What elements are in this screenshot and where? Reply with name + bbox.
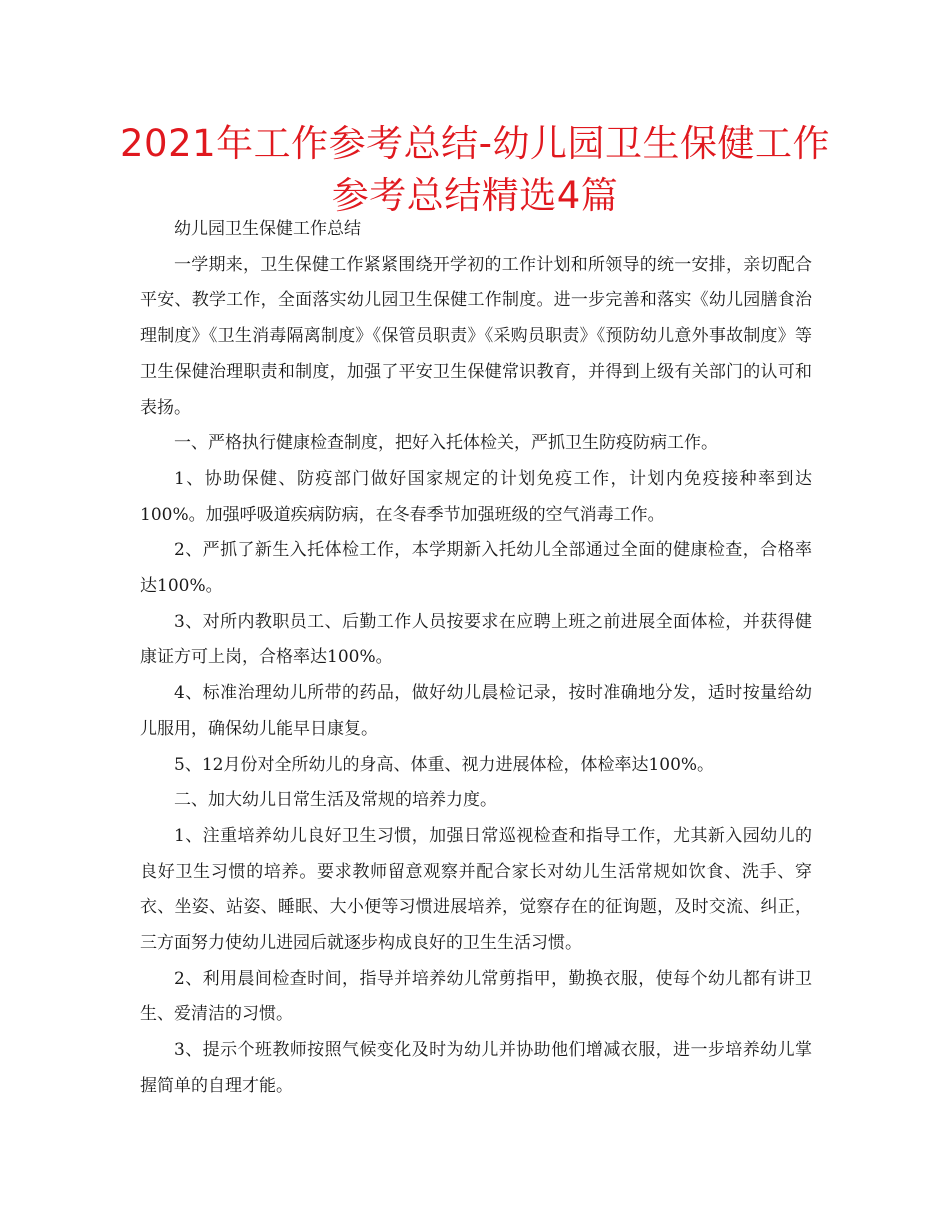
paragraph-item-2-2: 2、利用晨间检查时间，指导并培养幼儿常剪指甲，勤换衣服，使每个幼儿都有讲卫生、爱清洁的习惯。 [140,968,812,1025]
paragraph-item-1-3: 3、对所内教职员工、后勤工作人员按要求在应聘上班之前进展全面体检，并获得健康证方可上岗，合格率达100%。 [140,611,812,668]
paragraph-item-2-1: 1、注重培养幼儿良好卫生习惯，加强日常巡视检查和指导工作，尤其新入园幼儿的良好卫生习惯的培养。要求教师留意观察并配合家长对幼儿生活常规如饮食、洗手、穿衣、坐姿、站姿、睡眠、大小便等习惯进展培养，觉察存在的征询题，及时交流、纠正，三方面努力使幼儿进园后就逐步构成良好的卫生生活习惯。 [140,825,812,954]
document-title: 2021年工作参考总结-幼儿园卫生保健工作参考总结精选4篇 [120,122,831,217]
paragraph-item-1-2: 2、严抓了新生入托体检工作，本学期新入托幼儿全部通过全面的健康检查，合格率达100%。 [140,540,812,597]
paragraph-item-1-5: 5、12月份对全所幼儿的身高、体重、视力进展体检，体检率达100%。 [174,754,715,775]
document-body [140,212,812,1105]
paragraph-section-1-heading: 一、严格执行健康检查制度，把好入托体检关，严抓卫生防疫防病工作。 [174,433,718,454]
paragraph-item-1-4: 4、标准治理幼儿所带的药品，做好幼儿晨检记录，按时准确地分发，适时按量给幼儿服用，确保幼儿能早日康复。 [140,683,812,739]
section-heading: 幼儿园卫生保健工作总结 [174,219,361,239]
paragraph-section-2-heading: 二、加大幼儿日常生活及常规的培养力度。 [174,790,497,811]
paragraph-item-1-1: 1、协助保健、防疫部门做好国家规定的计划免疫工作，计划内免疫接种率到达100%。加强呼吸道疾病防病，在冬春季节加强班级的空气消毒工作。 [140,468,812,525]
paragraph-item-2-3: 3、提示个班教师按照气候变化及时为幼儿并协助他们增减衣服，进一步培养幼儿掌握简单的自理才能。 [140,1040,812,1096]
paragraph-intro: 一学期来，卫生保健工作紧紧围绕开学初的工作计划和所领导的统一安排，亲切配合平安、教学工作，全面落实幼儿园卫生保健工作制度。进一步完善和落实《幼儿园膳食治理制度》《卫生消毒隔离制度》《保管员职责》《采购员职责》《预防幼儿意外事故制度》等卫生保健治理职责和制度，加强了平安卫生保健常识教育，并得到上级有关部门的认可和表扬。 [140,254,812,418]
